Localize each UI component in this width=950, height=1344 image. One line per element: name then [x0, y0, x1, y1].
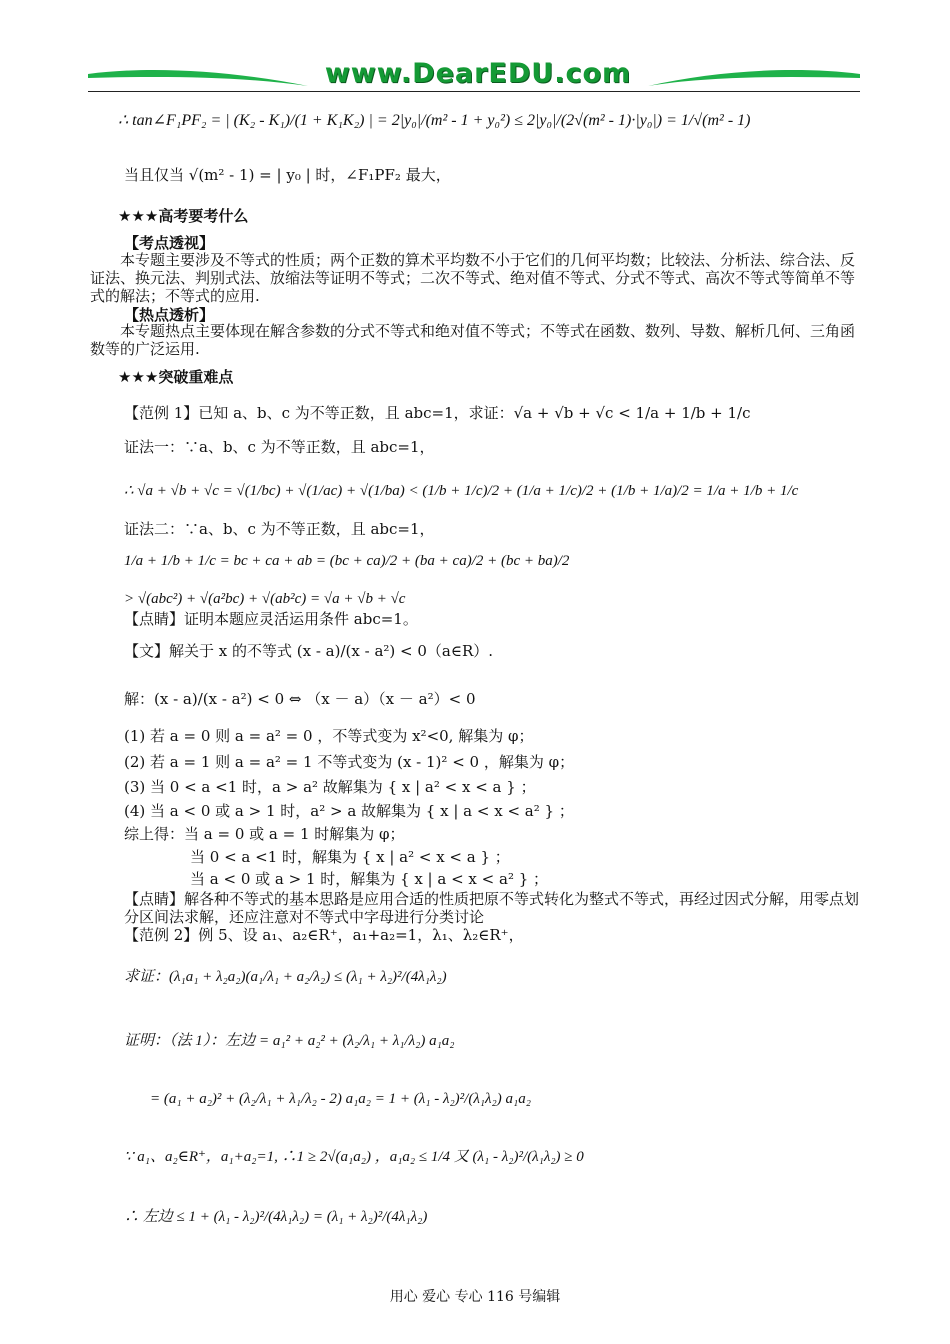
- header-rule: [88, 91, 860, 92]
- section-heading-breakthrough: ★★★突破重难点: [118, 368, 234, 386]
- wen-problem: 【文】解关于 x 的不等式 (x - a)/(x - a²) < 0（a∈R）.: [124, 642, 494, 660]
- summary-3: 当 a < 0 或 a > 1 时，解集为 { x | a < x < a² } ；: [190, 870, 549, 888]
- paragraph-hot-topics: 本专题热点主要体现在解含参数的分式不等式和绝对值不等式；不等式在函数、数列、导数、解析几何、三角函数等的广泛运用.: [90, 322, 856, 358]
- proof-1-chain: ∴ √a + √b + √c = √(1/bc) + √(1/ac) + √(1/ba) < (1/b + 1/c)/2 + (1/a + 1/c)/2 + (1/b + 1/a)/2 = 1/a + 1/b + 1/c: [124, 483, 799, 499]
- summary-2: 当 0 < a <1 时，解集为 { x | a² < x < a } ；: [190, 848, 510, 866]
- left-swoosh-decoration: [88, 64, 308, 90]
- proof-2-step: 1/a + 1/b + 1/c = bc + ca + ab = (bc + ca)/2 + (ba + ca)/2 + (bc + ba)/2: [124, 553, 570, 569]
- case-2: (2) 若 a = 1 则 a = a² = 1 不等式变为 (x - 1)² < 0 ，解集为 φ；: [124, 753, 575, 771]
- label-exam-focus: 【考点透视】: [124, 234, 215, 252]
- proof-2-conclusion: > √(abc²) + √(a²bc) + √(ab²c) = √a + √b + √c: [124, 591, 406, 607]
- example-2-proof-step-3: ∵ a₁、a₂∈R⁺，a₁+a₂=1, ∴1 ≥ 2√(a₁a₂) ，a₁a₂ ≤ 1/4 又 (λ₁ - λ₂)²/(λ₁λ₂) ≥ 0: [124, 1149, 584, 1165]
- case-4: (4) 当 a < 0 或 a > 1 时，a² > a 故解集为 { x | a < x < a² } ；: [124, 802, 574, 820]
- section-heading-exam: ★★★高考要考什么: [118, 207, 249, 225]
- example-2-proof-step-2: = (a₁ + a₂)² + (λ₂/λ₁ + λ₁/λ₂ - 2) a₁a₂ = 1 + (λ₁ - λ₂)²/(λ₁λ₂) a₁a₂: [150, 1091, 531, 1107]
- example-2-proof-conclusion: ∴ 左边 ≤ 1 + (λ₁ - λ₂)²/(4λ₁λ₂) = (λ₁ + λ₂)²/(4λ₁λ₂): [124, 1209, 428, 1225]
- site-logo: www.DearEDU.com: [324, 58, 632, 89]
- condition-line: 当且仅当 √(m² - 1) = | y₀ | 时，∠F₁PF₂ 最大，: [124, 166, 451, 184]
- proof-2-intro: 证法二：∵a、b、c 为不等正数，且 abc=1，: [124, 520, 435, 538]
- wen-solution: 解：(x - a)/(x - a²) < 0 ⇔ （x － a）（x － a²）< 0: [124, 690, 476, 708]
- example-2-claim: 求证：(λ₁a₁ + λ₂a₂)(a₁/λ₁ + a₂/λ₂) ≤ (λ₁ + λ₂)²/(4λ₁λ₂): [124, 969, 447, 985]
- page-footer: 用心 爱心 专心 116 号编辑: [389, 1289, 561, 1305]
- page-header: [88, 58, 860, 94]
- note-1: 【点睛】证明本题应灵活运用条件 abc=1。: [124, 610, 418, 628]
- case-1: (1) 若 a = 0 则 a = a² = 0 ，不等式变为 x²<0, 解集为 φ；: [124, 727, 534, 745]
- example-1-statement: 【范例 1】已知 a、b、c 为不等正数，且 abc=1，求证：√a + √b + √c < 1/a + 1/b + 1/c: [124, 404, 751, 422]
- note-2: 【点睛】解各种不等式的基本思路是应用合适的性质把原不等式转化为整式不等式，再经过因式分解，用零点划分区间法求解，还应注意对不等式中字母进行分类讨论: [124, 890, 860, 926]
- example-2-statement: 【范例 2】例 5、设 a₁、a₂∈R⁺，a₁+a₂=1，λ₁、λ₂∈R⁺，: [124, 926, 524, 944]
- label-hot-topics: 【热点透析】: [124, 306, 215, 324]
- right-swoosh-decoration: [648, 64, 860, 90]
- case-3: (3) 当 0 < a <1 时，a > a² 故解集为 { x | a² < x < a } ；: [124, 778, 536, 796]
- formula-tan-angle: ∴ tan∠F₁PF₂ = | (K₂ - K₁)/(1 + K₁K₂) | = 2|y₀|/(m² - 1 + y₀²) ≤ 2|y₀|/(2√(m² - 1)·|y₀|) = 1/√(m² - 1): [118, 112, 751, 129]
- summary-1: 综上得：当 a = 0 或 a = 1 时解集为 φ；: [124, 825, 405, 843]
- paragraph-exam-focus: 本专题主要涉及不等式的性质；两个正数的算术平均数不小于它们的几何平均数；比较法、分析法、综合法、反证法、换元法、判别式法、放缩法等证明不等式；二次不等式、绝对值不等式、分式不等式、高次不等式等简单不等式的解法；不等式的应用.: [90, 251, 856, 305]
- proof-1-intro: 证法一：∵a、b、c 为不等正数，且 abc=1，: [124, 438, 435, 456]
- example-2-proof-step-1: 证明：（法 1）：左边 = a₁² + a₂² + (λ₂/λ₁ + λ₁/λ₂) a₁a₂: [124, 1033, 455, 1049]
